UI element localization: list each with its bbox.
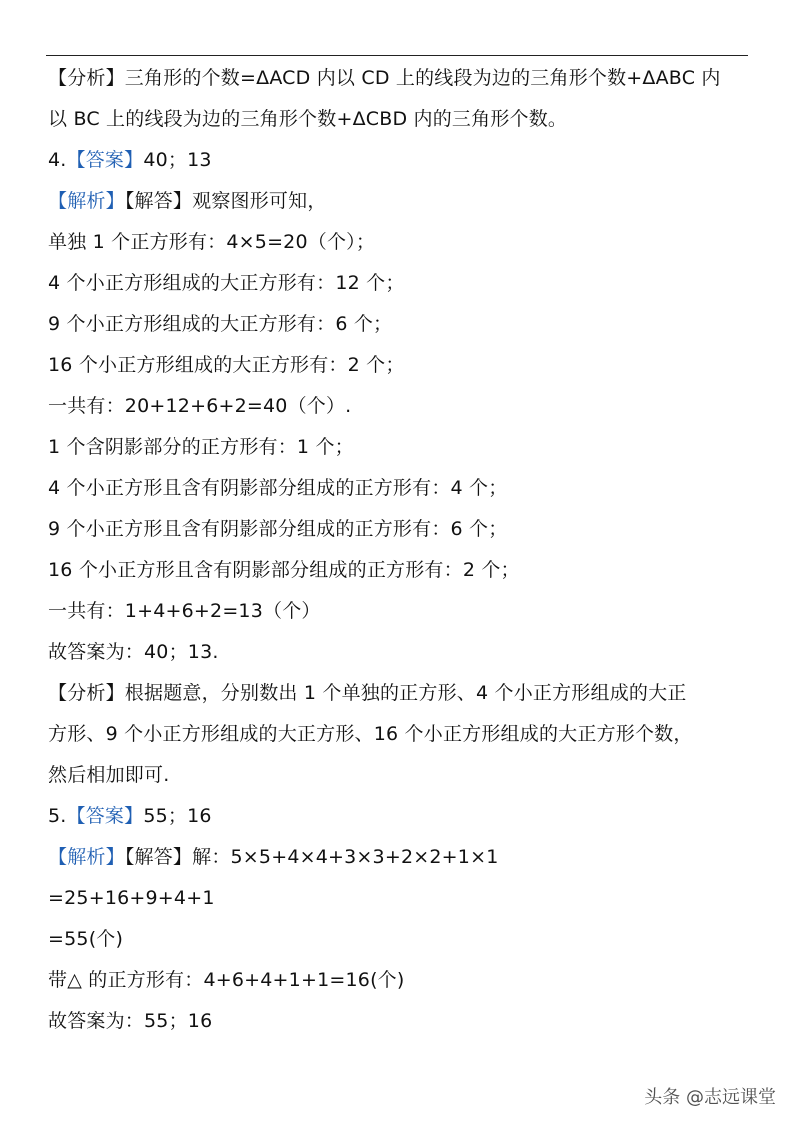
text-line [48,550,758,591]
line-text: 故答案为：55；16 [48,1010,213,1032]
line-text: 【分析】三角形的个数=ΔACD 内以 CD 上的线段为边的三角形个数+ΔABC 内 [48,67,721,89]
line-text: =25+16+9+4+1 [48,887,215,909]
text-line [48,632,758,673]
document-body [48,58,758,1042]
line-text: 16 个小正方形组成的大正方形有：2 个； [48,354,405,376]
text-line [48,509,758,550]
line-text: =55(个) [48,928,124,950]
line-text: 【分析】根据题意，分别数出 1 个单独的正方形、4 个小正方形组成的大正 [48,682,687,704]
line-text: 5. [48,805,67,827]
section-tag: 【答案】 [66,149,144,171]
text-line [48,181,758,222]
text-line [48,960,758,1001]
line-text: 16 个小正方形且含有阴影部分组成的正方形有：2 个； [48,559,520,581]
text-line [48,468,758,509]
text-line [48,837,758,878]
line-text: 一共有：20+12+6+2=40（个）. [48,395,352,417]
text-line [48,386,758,427]
line-text: 40；13 [143,149,212,171]
line-text: 带△ 的正方形有：4+6+4+1+1=16(个) [48,969,405,991]
line-text: 然后相加即可. [48,764,170,786]
text-line [48,345,758,386]
line-text: 55；16 [143,805,212,827]
watermark: 头条 @志远课堂 [644,1087,776,1108]
section-tag: 【答案】 [66,805,144,827]
text-line [48,304,758,345]
line-text: 一共有：1+4+6+2=13（个） [48,600,321,622]
line-text: 4. [48,149,67,171]
line-text: 4 个小正方形且含有阴影部分组成的正方形有：4 个； [48,477,508,499]
line-text: 方形、9 个小正方形组成的大正方形、16 个小正方形组成的大正方形个数， [48,723,693,745]
line-text: 单独 1 个正方形有：4×5=20（个）； [48,231,376,253]
text-line [48,99,758,140]
text-line [48,878,758,919]
line-text: 4 个小正方形组成的大正方形有：12 个； [48,272,405,294]
section-tag: 【解析】 [48,190,125,212]
line-text: 9 个小正方形且含有阴影部分组成的正方形有：6 个； [48,518,508,540]
text-line [48,796,758,837]
text-line [48,755,758,796]
line-text: 1 个含阴影部分的正方形有：1 个； [48,436,354,458]
text-line [48,222,758,263]
line-text: 以 BC 上的线段为边的三角形个数+ΔCBD 内的三角形个数。 [48,108,568,130]
text-line [48,714,758,755]
text-line [48,140,758,181]
text-line [48,673,758,714]
text-line [48,58,758,99]
text-line [48,1001,758,1042]
line-text: 【解答】观察图形可知， [124,190,327,212]
header-rule [46,55,748,56]
section-tag: 【解析】 [48,846,125,868]
text-line [48,591,758,632]
text-line [48,919,758,960]
line-text: 【解答】解：5×5+4×4+3×3+2×2+1×1 [124,846,499,868]
line-text: 9 个小正方形组成的大正方形有：6 个； [48,313,393,335]
line-text: 故答案为：40；13. [48,641,219,663]
text-line [48,427,758,468]
text-line [48,263,758,304]
